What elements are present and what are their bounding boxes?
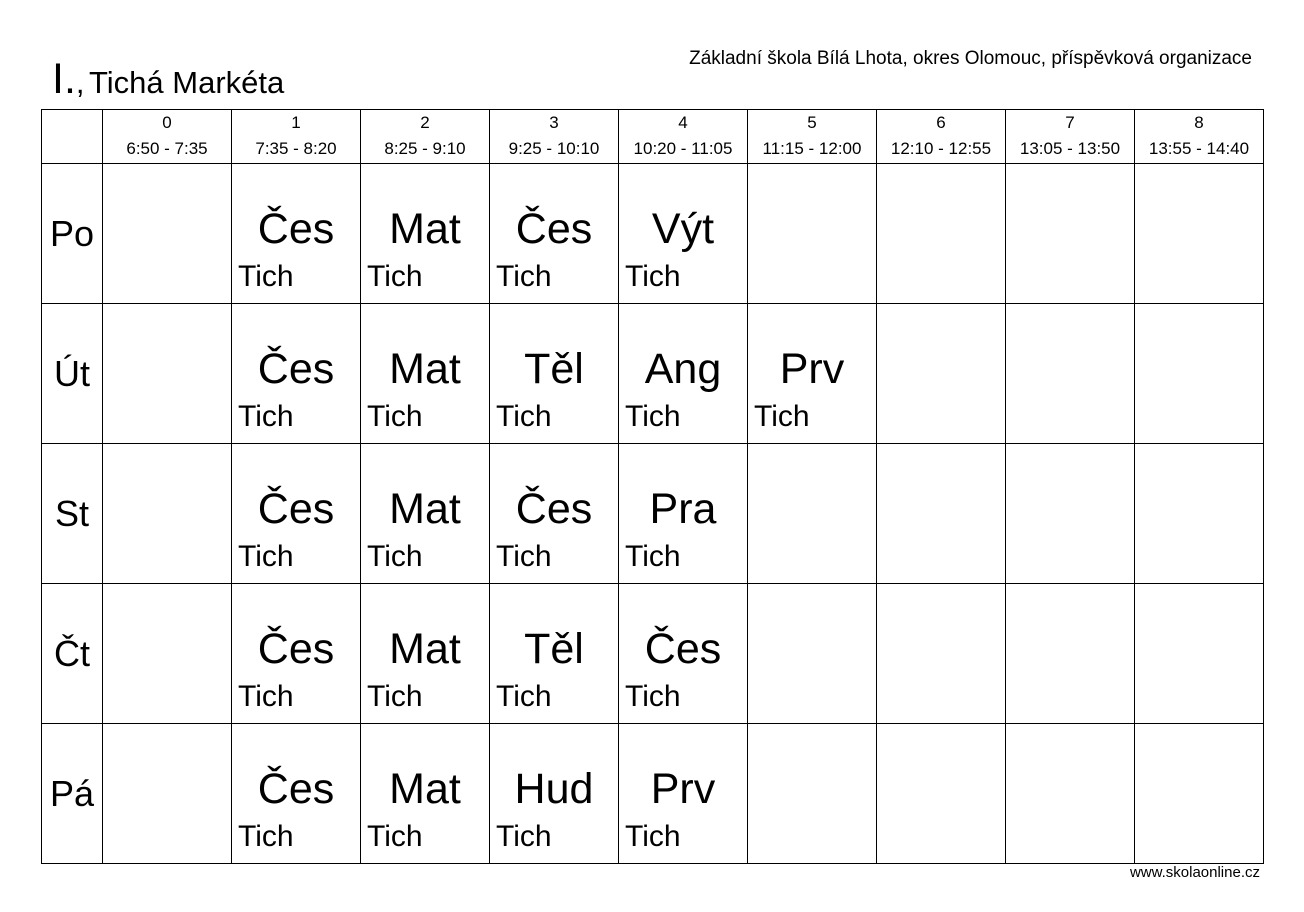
lesson-cell — [619, 724, 748, 864]
lesson-subject: Ang — [644, 345, 722, 393]
empty-cell — [103, 724, 232, 864]
lesson-cell — [619, 444, 748, 584]
empty-cell — [1135, 444, 1264, 584]
lesson-cell — [361, 724, 490, 864]
lesson-subject: Čes — [257, 205, 335, 253]
lesson-teacher: Tich — [238, 680, 294, 713]
lesson-teacher: Tich — [367, 680, 423, 713]
empty-cell — [103, 304, 232, 444]
lesson-cell — [619, 164, 748, 304]
empty-cell — [748, 164, 877, 304]
day-label: Čt — [42, 584, 103, 724]
lesson-cell — [619, 304, 748, 444]
lesson-cell — [490, 304, 619, 444]
lesson-teacher: Tich — [238, 400, 294, 433]
lesson-subject: Mat — [389, 765, 461, 813]
period-time: 12:10 - 12:55 — [890, 139, 992, 158]
empty-cell — [1006, 164, 1135, 304]
empty-cell — [1006, 444, 1135, 584]
lesson-teacher: Tich — [367, 400, 423, 433]
lesson-cell — [619, 584, 748, 724]
empty-cell — [1006, 584, 1135, 724]
lesson-cell — [361, 584, 490, 724]
period-number: 0 — [162, 113, 172, 132]
lesson-cell — [232, 304, 361, 444]
lesson-subject: Prv — [650, 765, 716, 813]
period-time: 10:20 - 11:05 — [633, 139, 733, 158]
period-number: 1 — [291, 113, 301, 132]
period-time: 11:15 - 12:00 — [762, 139, 862, 158]
lesson-teacher: Tich — [625, 540, 681, 573]
lesson-teacher: Tich — [496, 680, 552, 713]
lesson-subject: Mat — [389, 625, 461, 673]
day-label: Po — [42, 164, 103, 304]
lesson-subject: Hud — [514, 765, 594, 813]
lesson-cell — [361, 164, 490, 304]
lesson-teacher: Tich — [367, 260, 423, 293]
lesson-teacher: Tich — [625, 680, 681, 713]
lesson-subject: Čes — [257, 625, 335, 673]
lesson-cell — [232, 164, 361, 304]
period-number: 8 — [1194, 113, 1204, 132]
period-header — [748, 110, 877, 164]
lesson-subject: Čes — [257, 485, 335, 533]
lesson-cell — [361, 444, 490, 584]
lesson-subject: Čes — [257, 765, 335, 813]
lesson-subject: Těl — [524, 345, 584, 393]
lesson-teacher: Tich — [238, 540, 294, 573]
period-number: 3 — [549, 113, 559, 132]
period-header — [103, 110, 232, 164]
period-number: 2 — [420, 113, 430, 132]
period-time: 8:25 - 9:10 — [384, 139, 466, 158]
lesson-teacher: Tich — [625, 400, 681, 433]
period-number: 4 — [678, 113, 688, 132]
period-time: 13:05 - 13:50 — [1019, 139, 1121, 158]
empty-cell — [877, 444, 1006, 584]
lesson-cell — [748, 304, 877, 444]
lesson-subject: Mat — [389, 485, 461, 533]
lesson-cell — [490, 584, 619, 724]
period-header — [361, 110, 490, 164]
empty-cell — [103, 444, 232, 584]
lesson-subject: Výt — [651, 205, 715, 253]
period-header — [877, 110, 1006, 164]
lesson-teacher: Tich — [367, 820, 423, 853]
period-header — [1135, 110, 1264, 164]
lesson-cell — [232, 444, 361, 584]
empty-cell — [877, 304, 1006, 444]
empty-cell — [1135, 584, 1264, 724]
corner-cell — [42, 110, 103, 164]
day-label: St — [42, 444, 103, 584]
empty-cell — [1135, 164, 1264, 304]
lesson-subject: Pra — [649, 485, 717, 533]
empty-cell — [1006, 724, 1135, 864]
lesson-teacher: Tich — [625, 260, 681, 293]
lesson-teacher: Tich — [496, 400, 552, 433]
class-name: I. — [52, 55, 76, 103]
lesson-subject: Mat — [389, 205, 461, 253]
period-number: 5 — [807, 113, 817, 132]
lesson-subject: Mat — [389, 345, 461, 393]
period-time: 13:55 - 14:40 — [1148, 139, 1250, 158]
empty-cell — [1135, 724, 1264, 864]
day-row — [42, 304, 1264, 444]
header-row — [42, 110, 1264, 164]
empty-cell — [103, 164, 232, 304]
day-row — [42, 584, 1264, 724]
period-header — [490, 110, 619, 164]
period-number: 7 — [1065, 113, 1075, 132]
lesson-teacher: Tich — [496, 260, 552, 293]
lesson-teacher: Tich — [625, 820, 681, 853]
empty-cell — [877, 724, 1006, 864]
timetable — [41, 109, 1264, 864]
lesson-subject: Čes — [257, 345, 335, 393]
empty-cell — [1135, 304, 1264, 444]
lesson-subject: Čes — [644, 625, 722, 673]
lesson-cell — [490, 444, 619, 584]
day-row — [42, 164, 1264, 304]
day-label: Út — [42, 304, 103, 444]
period-time: 7:35 - 8:20 — [255, 139, 337, 158]
lesson-teacher: Tich — [496, 820, 552, 853]
period-number: 6 — [936, 113, 946, 132]
lesson-teacher: Tich — [238, 260, 294, 293]
empty-cell — [877, 584, 1006, 724]
empty-cell — [877, 164, 1006, 304]
lesson-subject: Prv — [779, 345, 845, 393]
period-time: 6:50 - 7:35 — [126, 139, 208, 158]
empty-cell — [1006, 304, 1135, 444]
lesson-cell — [232, 724, 361, 864]
school-name: Základní škola Bílá Lhota, okres Olomouc, příspěvková organizace — [689, 48, 1252, 69]
lesson-subject: Čes — [515, 485, 593, 533]
lesson-teacher: Tich — [367, 540, 423, 573]
day-label: Pá — [42, 724, 103, 864]
page-title — [52, 55, 285, 103]
period-header — [619, 110, 748, 164]
teacher-name: Tichá Markéta — [88, 65, 285, 100]
period-header — [1006, 110, 1135, 164]
day-row — [42, 724, 1264, 864]
day-row — [42, 444, 1264, 584]
empty-cell — [103, 584, 232, 724]
lesson-teacher: Tich — [496, 540, 552, 573]
lesson-subject: Čes — [515, 205, 593, 253]
lesson-teacher: Tich — [754, 400, 810, 433]
footer-website: www.skolaonline.cz — [1129, 864, 1260, 881]
lesson-cell — [490, 724, 619, 864]
class-separator: , — [75, 65, 85, 100]
empty-cell — [748, 584, 877, 724]
lesson-teacher: Tich — [238, 820, 294, 853]
lesson-subject: Těl — [524, 625, 584, 673]
lesson-cell — [232, 584, 361, 724]
empty-cell — [748, 444, 877, 584]
lesson-cell — [361, 304, 490, 444]
period-time: 9:25 - 10:10 — [508, 139, 600, 158]
period-header — [232, 110, 361, 164]
empty-cell — [748, 724, 877, 864]
lesson-cell — [490, 164, 619, 304]
